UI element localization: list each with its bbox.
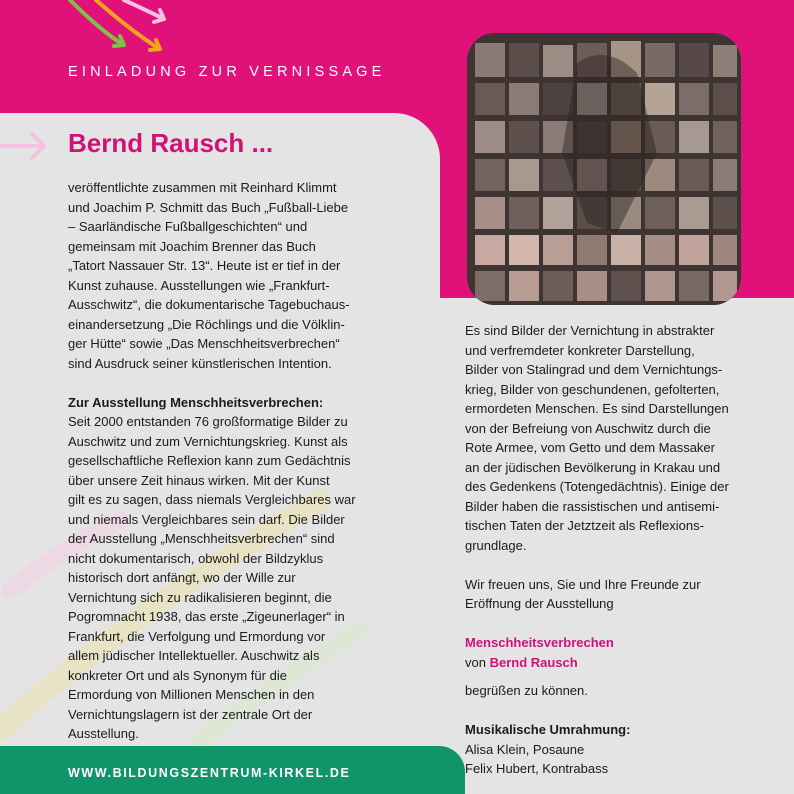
exhibition-line: Ausstellung.	[68, 726, 139, 741]
headline: Bernd Rausch ...	[68, 128, 274, 158]
exhibition-line: der Ausstellung „Menschheitsverbrechen“ sind	[68, 531, 335, 546]
intro-line: – Saarländische Fußballgeschichten“ und	[68, 219, 308, 234]
exhibition-line: allem jüdischer Intellektueller. Auschwitz als	[68, 648, 320, 663]
description-line: an der jüdischen Bevölkerung in Krakau und	[465, 459, 721, 475]
exhibition-line: Auschwitz und zum Vernichtungskrieg. Kunst als	[68, 433, 348, 449]
pink-arrow-icon	[0, 126, 50, 166]
exhibition-line: Pogromnacht 1938, das erste „Zigeunerlager“ in	[68, 609, 345, 624]
description-line: und verfremdeter konkreter Darstellung,	[465, 342, 695, 358]
music-heading: Musikalische Umrahmung:	[465, 722, 631, 737]
musician: Alisa Klein, Posaune	[465, 741, 585, 757]
intro-line: Kunst zuhause. Ausstellungen wie „Frankfurt-	[68, 277, 330, 293]
intro-line: ger Hütte“ sowie „Das Menschheitsverbrechen“	[68, 336, 340, 351]
description-line: krieg, Bilder von geschundenen, gefolterten,	[465, 381, 720, 397]
intro-line: einandersetzung „Die Röchlings und die Völklin-	[68, 316, 345, 332]
artist-line	[465, 653, 765, 673]
welcome-line: begrüßen zu können.	[465, 683, 588, 698]
intro-line: Ausschwitz“, die dokumentarische Tagebuchaus-	[68, 297, 350, 312]
description-line: Es sind Bilder der Vernichtung in abstrakter	[465, 323, 715, 338]
exhibition-line: Vernichtungslagern ist der zentrale Ort der	[68, 706, 313, 722]
description-line: Bilder von Stalingrad und dem Vernichtungs-	[465, 362, 723, 377]
description-line: ermordeten Menschen. Es sind Darstellungen	[465, 401, 729, 416]
artwork-collage-icon	[467, 33, 741, 305]
exhibition-line: Ermordung von Millionen Menschen in den	[68, 687, 315, 702]
description-line: Bilder haben die rassistischen und antisemi-	[465, 498, 720, 514]
exhibition-line: Frankfurt, die Verfolgung und Ermordung vor	[68, 628, 326, 644]
artwork-photo	[467, 33, 741, 305]
description-line: tischen Taten der Jetztzeit als Reflexions-	[465, 518, 704, 533]
invite-line: Wir freuen uns, Sie und Ihre Freunde zur	[465, 576, 701, 592]
header-title: EINLADUNG ZUR VERNISSAGE	[68, 64, 386, 80]
exhibition-line: konkreter Ort und als Synonym für die	[68, 667, 287, 683]
description-line: des Gedenkens (Totengedächtnis). Einige der	[465, 479, 729, 494]
invite-line: Eröffnung der Ausstellung	[465, 596, 614, 611]
right-column	[465, 321, 765, 779]
intro-line: gemeinsam mit Joachim Brenner das Buch	[68, 238, 316, 254]
description-line: von der Befreiung von Auschwitz durch die	[465, 420, 711, 436]
exhibition-line: gilt es zu sagen, dass niemals Vergleichbares war	[68, 492, 356, 507]
artist-prefix: von	[465, 654, 490, 670]
exhibition-heading: Zur Ausstellung Menschheitsverbrechen:	[68, 394, 324, 410]
exhibition-line: Seit 2000 entstanden 76 großformatige Bilder zu	[68, 414, 348, 429]
musician: Felix Hubert, Kontrabass	[465, 761, 609, 776]
intro-line: sind Ausdruck seiner künstlerischen Intention.	[68, 355, 332, 371]
exhibition-line: historisch dort anfängt, wo der Wille zur	[68, 570, 296, 585]
intro-line: veröffentlichte zusammen mit Reinhard Klimmt	[68, 180, 337, 195]
intro-line: und Joachim P. Schmitt das Buch „Fußball-Liebe	[68, 199, 349, 215]
description-line: Rote Armee, vom Getto und dem Massaker	[465, 440, 715, 455]
description-line: grundlage.	[465, 537, 527, 553]
swoosh-arrows-icon	[60, 0, 180, 60]
exhibition-line: über unsere Zeit hinaus wirken. Mit der Kunst	[68, 472, 330, 488]
exhibition-title: Menschheitsverbrechen	[465, 635, 614, 650]
artist-name: Bernd Rausch	[489, 654, 578, 670]
exhibition-line: nicht dokumentarisch, obwohl der Bildzyklus	[68, 550, 324, 566]
footer-url-link[interactable]: WWW.BILDUNGSZENTRUM-KIRKEL.DE	[68, 766, 351, 780]
exhibition-line: und niemals Vergleichbares sein darf. Die Bilder	[68, 511, 345, 527]
exhibition-line: Vernichtung sich zu radikalisieren beginnt, die	[68, 589, 332, 605]
exhibition-line: gesellschaftliche Reflexion kann zum Gedächtnis	[68, 453, 351, 468]
intro-line: „Tatort Nassauer Str. 13“. Heute ist er tief in der	[68, 258, 341, 273]
left-column	[68, 178, 388, 744]
